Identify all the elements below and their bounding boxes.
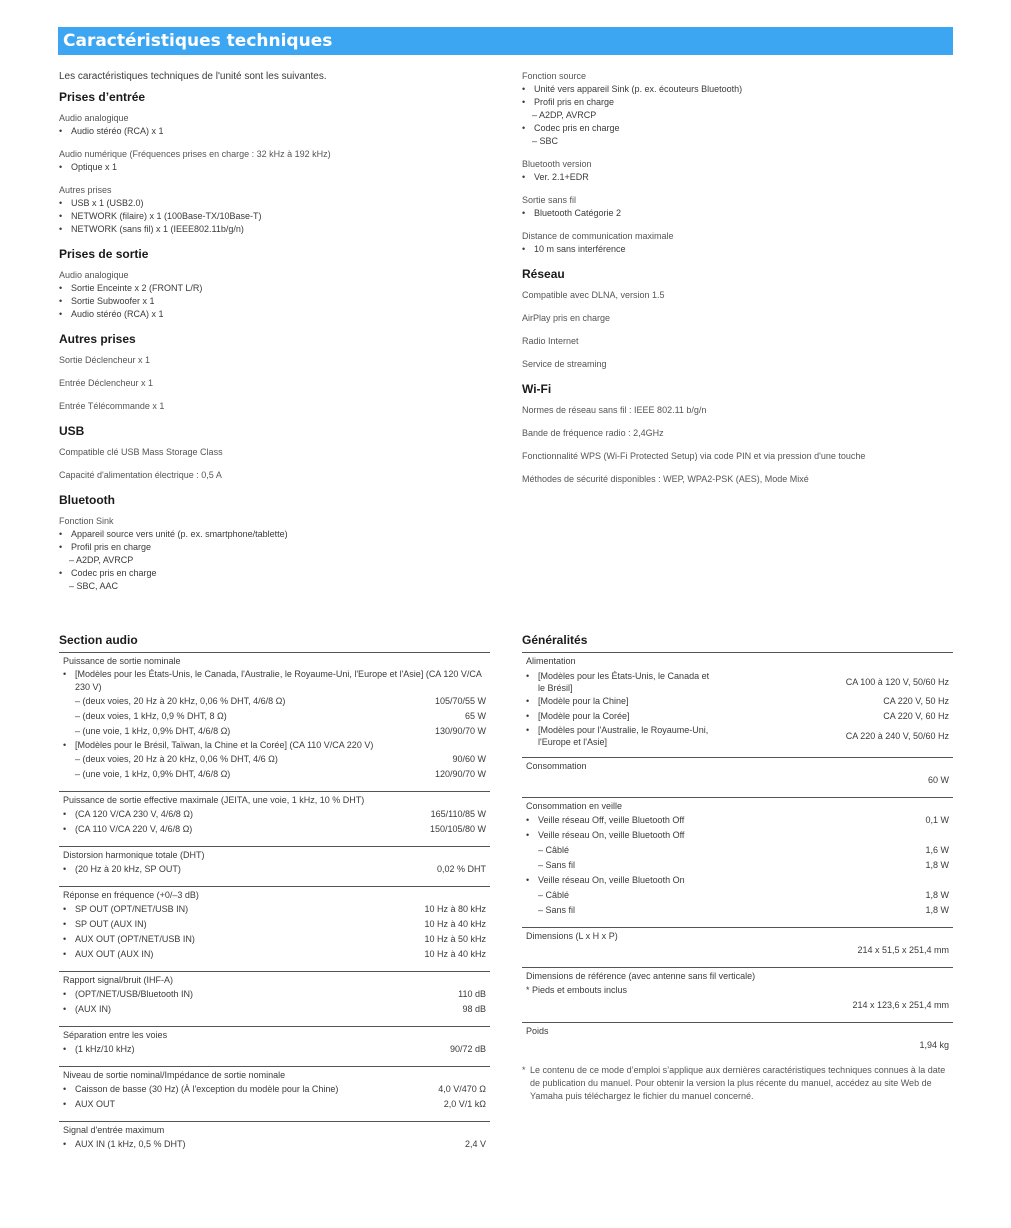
list-item: • NETWORK (sans fil) x 1 (IEEE802.11b/g/n) (59, 224, 244, 234)
spec-row: 214 x 123,6 x 251,4 mm (852, 1000, 949, 1010)
spec-block-power-supply (522, 652, 953, 751)
list-subitem: – A2DP, AVRCP (69, 555, 134, 565)
footnote-asterisk: * (522, 1065, 526, 1075)
list-item: • Codec pris en charge (59, 568, 157, 578)
spec-row: • (1 kHz/10 kHz) 90/72 dB (63, 1044, 486, 1054)
spec-block-max-power (59, 791, 490, 840)
intro-text: Les caractéristiques techniques de l'unité sont les suivantes. (59, 71, 327, 82)
spec-row: • (CA 120 V/CA 230 V, 4/6/8 Ω) 165/110/85 W (63, 809, 486, 819)
spec-row: 60 W (927, 775, 949, 785)
text-line: Entrée Télécommande x 1 (59, 401, 165, 411)
section-heading-outputs: Prises de sortie (59, 247, 149, 261)
spec-label: Poids (526, 1026, 549, 1036)
list-subitem: – SBC (532, 136, 559, 146)
spec-block-ref-dimensions (522, 967, 953, 1016)
text-line: Bande de fréquence radio : 2,4GHz (522, 428, 664, 438)
spec-block-standby (522, 797, 953, 921)
text-line: Radio Internet (522, 336, 579, 346)
spec-row: • SP OUT (AUX IN) 10 Hz à 40 kHz (63, 919, 486, 929)
text-line: Méthodes de sécurité disponibles : WEP, WPA2-PSK (AES), Mode Mixé (522, 474, 809, 484)
label-other-in: Autres prises (59, 185, 112, 195)
label-wireless-out: Sortie sans fil (522, 195, 577, 205)
list-item: • NETWORK (filaire) x 1 (100Base-TX/10Base-T) (59, 211, 262, 221)
label-bt-version: Bluetooth version (522, 159, 592, 169)
list-item: • Profil pris en charge (522, 97, 615, 107)
list-item: • Profil pris en charge (59, 542, 152, 552)
spec-row: – (deux voies, 1 kHz, 0,9 % DHT, 8 Ω) 65 W (75, 711, 486, 721)
label-distance: Distance de communication maximale (522, 231, 674, 241)
spec-block-frequency (59, 886, 490, 965)
spec-block-rated-power (59, 652, 490, 785)
text-line: AirPlay pris en charge (522, 313, 611, 323)
page-title: Caractéristiques techniques (58, 27, 953, 55)
spec-label: Réponse en fréquence (+0/–3 dB) (63, 890, 199, 900)
list-item: • Unité vers appareil Sink (p. ex. écouteurs Bluetooth) (522, 84, 743, 94)
spec-row: • Caisson de basse (30 Hz) (À l'exception du modèle pour la Chine) 4,0 V/470 Ω (63, 1084, 486, 1094)
section-heading-usb: USB (59, 424, 85, 438)
right-column (522, 70, 952, 486)
text-line: Service de streaming (522, 359, 607, 369)
spec-label: Puissance de sortie effective maximale (JEITA, une voie, 1 kHz, 10 % DHT) (63, 795, 365, 805)
spec-row: – (une voie, 1 kHz, 0,9% DHT, 4/6/8 Ω) 120/90/70 W (75, 769, 486, 779)
spec-label: Signal d'entrée maximum (63, 1125, 165, 1135)
spec-row: • (CA 110 V/CA 220 V, 4/6/8 Ω) 150/105/80 W (63, 824, 486, 834)
spec-row: • [Modèles pour les États-Unis, le Canada et le Brésil] CA 100 à 120 V, 50/60 Hz (526, 671, 949, 693)
spec-row: – (une voie, 1 kHz, 0,9% DHT, 4/6/8 Ω) 130/90/70 W (75, 726, 486, 736)
general-section (522, 632, 953, 1103)
list-item: • USB x 1 (USB2.0) (59, 198, 144, 208)
list-item: • Bluetooth Catégorie 2 (522, 208, 622, 218)
footnote-text: Le contenu de ce mode d’emploi s’applique aux dernières caractéristiques techniques connues à la date de publication du manuel. Pour obtenir la version la plus récente du manuel, accédez au site Web de Yamaha puis téléchargez le fichier du manuel concerné. (530, 1065, 946, 1101)
spec-row: • AUX OUT 2,0 V/1 kΩ (63, 1099, 486, 1109)
spec-row: • AUX IN (1 kHz, 0,5 % DHT) 2,4 V (63, 1139, 486, 1149)
section-heading-wifi: Wi-Fi (522, 382, 552, 396)
spec-label: Consommation (526, 761, 587, 771)
spec-row: • [Modèle pour la Chine] CA 220 V, 50 Hz (526, 696, 949, 706)
text-line: Compatible avec DLNA, version 1.5 (522, 290, 665, 300)
audio-section (59, 632, 490, 1155)
spec-row: 1,94 kg (919, 1040, 949, 1050)
spec-label: Puissance de sortie nominale (63, 656, 181, 666)
spec-block-dimensions (522, 927, 953, 961)
spec-label: Alimentation (526, 656, 576, 666)
spec-block-separation (59, 1026, 490, 1060)
section-heading-inputs: Prises d’entrée (59, 90, 146, 104)
text-line: Sortie Déclencheur x 1 (59, 355, 151, 365)
section-heading-other-jacks: Autres prises (59, 332, 136, 346)
section-heading-bluetooth: Bluetooth (59, 493, 115, 507)
footnote (522, 1064, 953, 1103)
spec-block-consumption (522, 757, 953, 791)
spec-group-title: • Veille réseau On, veille Bluetooth Off (526, 830, 685, 840)
spec-label: Séparation entre les voies (63, 1030, 168, 1040)
spec-row: – Sans fil 1,8 W (538, 905, 949, 915)
text-line: Entrée Déclencheur x 1 (59, 378, 154, 388)
list-item: • Ver. 2.1+EDR (522, 172, 589, 182)
list-item: • Audio stéréo (RCA) x 1 (59, 309, 164, 319)
spec-group-title: • [Modèles pour le Brésil, Taïwan, la Chine et la Corée] (CA 110 V/CA 220 V) (63, 740, 374, 750)
text-line: Fonctionnalité WPS (Wi-Fi Protected Setup) via code PIN et via pression d'une touche (522, 451, 866, 461)
spec-row: – (deux voies, 20 Hz à 20 kHz, 0,06 % DHT, 4/6/8 Ω) 105/70/55 W (75, 696, 486, 706)
spec-group-title: • Veille réseau On, veille Bluetooth On (526, 875, 685, 885)
spec-block-max-input (59, 1121, 490, 1155)
spec-row: • [Modèles pour l'Australie, le Royaume-Uni, l'Europe et l'Asie] CA 220 à 240 V, 50/60 Hz (526, 725, 949, 747)
spec-row: – Câblé 1,6 W (538, 845, 949, 855)
spec-row: • [Modèle pour la Corée] CA 220 V, 60 Hz (526, 711, 949, 721)
list-item: • Optique x 1 (59, 162, 118, 172)
spec-label: Consommation en veille (526, 801, 623, 811)
spec-row: • (20 Hz à 20 kHz, SP OUT) 0,02 % DHT (63, 864, 486, 874)
spec-label: Dimensions de référence (avec antenne sans fil verticale) (526, 971, 756, 981)
spec-block-snr (59, 971, 490, 1020)
label-source: Fonction source (522, 71, 587, 81)
spec-row: • (OPT/NET/USB/Bluetooth IN) 110 dB (63, 989, 486, 999)
spec-label: Niveau de sortie nominal/Impédance de sortie nominale (63, 1070, 286, 1080)
spec-block-output-level (59, 1066, 490, 1115)
spec-group-title: • [Modèles pour les États-Unis, le Canada, l'Australie, le Royaume-Uni, l'Europe et l'Asie] (CA 120 V/CA 230 V) (63, 669, 482, 692)
spec-row: • (AUX IN) 98 dB (63, 1004, 486, 1014)
spec-row: 214 x 51,5 x 251,4 mm (857, 945, 949, 955)
text-line: Compatible clé USB Mass Storage Class (59, 447, 223, 457)
label-sink: Fonction Sink (59, 516, 114, 526)
spec-row: • Veille réseau Off, veille Bluetooth Off 0,1 W (526, 815, 949, 825)
spec-row: • AUX OUT (AUX IN) 10 Hz à 40 kHz (63, 949, 486, 959)
list-item: • Audio stéréo (RCA) x 1 (59, 126, 164, 136)
left-column (59, 70, 489, 593)
spec-block-thd (59, 846, 490, 880)
section-heading-general: Généralités (522, 633, 588, 647)
spec-label: Distorsion harmonique totale (DHT) (63, 850, 205, 860)
list-item: • Sortie Subwoofer x 1 (59, 296, 155, 306)
list-subitem: – SBC, AAC (69, 581, 119, 591)
spec-label: Dimensions (L x H x P) (526, 931, 618, 941)
spec-row: • AUX OUT (OPT/NET/USB IN) 10 Hz à 50 kHz (63, 934, 486, 944)
spec-row: – Sans fil 1,8 W (538, 860, 949, 870)
spec-row: – (deux voies, 20 Hz à 20 kHz, 0,06 % DHT, 4/6 Ω) 90/60 W (75, 754, 486, 764)
list-item: • Appareil source vers unité (p. ex. smartphone/tablette) (59, 529, 288, 539)
text-line: Normes de réseau sans fil : IEEE 802.11 b/g/n (522, 405, 707, 415)
spec-row: – Câblé 1,8 W (538, 890, 949, 900)
section-heading-network: Réseau (522, 267, 565, 281)
label-analog-out: Audio analogique (59, 270, 129, 280)
list-item: • Codec pris en charge (522, 123, 620, 133)
spec-row: • SP OUT (OPT/NET/USB IN) 10 Hz à 80 kHz (63, 904, 486, 914)
spec-block-weight (522, 1022, 953, 1056)
text-line: Capacité d'alimentation électrique : 0,5 A (59, 470, 222, 480)
list-item: • 10 m sans interférence (522, 244, 626, 254)
section-heading-audio: Section audio (59, 633, 138, 647)
label-digital-in: Audio numérique (Fréquences prises en charge : 32 kHz à 192 kHz) (59, 149, 331, 159)
list-subitem: – A2DP, AVRCP (532, 110, 597, 120)
list-item: • Sortie Enceinte x 2 (FRONT L/R) (59, 283, 203, 293)
spec-note: * Pieds et embouts inclus (526, 985, 628, 995)
label-analog-in: Audio analogique (59, 113, 129, 123)
spec-label: Rapport signal/bruit (IHF-A) (63, 975, 174, 985)
